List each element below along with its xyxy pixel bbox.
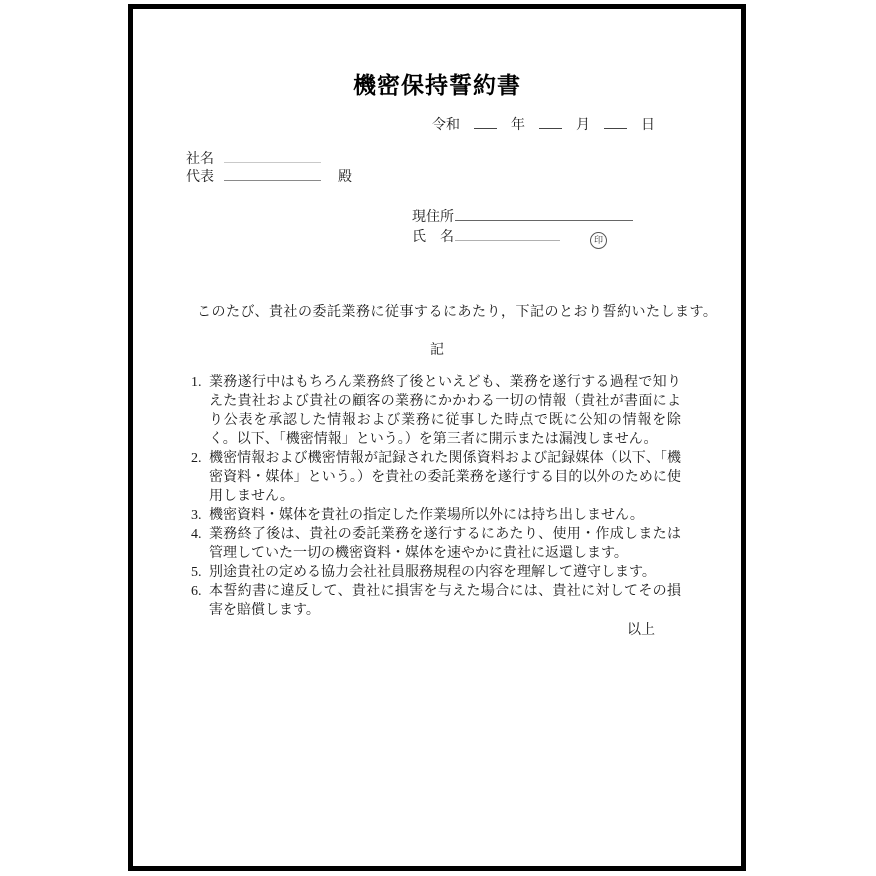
list-item-number: 3. (191, 508, 202, 523)
intro-paragraph: このたび、貴社の委託業務に従事するにあたり，下記のとおり誓約いたします。 (197, 305, 718, 320)
list-item-text: 本誓約書に違反して、貴社に損害を与えた場合には、貴社に対してその損害を賠償します。 (209, 584, 681, 618)
honorific-label: 殿 (338, 170, 352, 185)
list-item-number: 4. (191, 527, 202, 542)
closing-label: 以上 (627, 623, 655, 638)
month-blank-line (539, 128, 562, 129)
company-name-label: 社名 (186, 152, 214, 167)
pledge-list (191, 373, 681, 620)
date-line (432, 114, 655, 134)
company-name-blank-line (224, 162, 321, 163)
day-blank-line (604, 128, 627, 129)
name-row (412, 228, 633, 248)
list-item-number: 5. (191, 565, 202, 580)
list-item (191, 449, 681, 506)
list-item-text: 業務遂行中はもちろん業務終了後といえども、業務を遂行する過程で知りえた貴社および貴社の顧客の業務にかかわる一切の情報（貴社が書面により公表を承認した情報および業務に従事した時点で既に公知の情報を除く。以下、「機密情報」という。）を第三者に開示または漏洩しません。 (209, 375, 681, 447)
signer-block (412, 208, 633, 248)
representative-label: 代表 (186, 170, 214, 185)
address-label: 現住所 (412, 210, 454, 225)
list-item-text: 業務終了後は、貴社の委託業務を遂行するにあたり、使用・作成しまたは管理していた一切の機密資料・媒体を速やかに貴社に返還します。 (209, 527, 681, 561)
name-blank-line (455, 240, 560, 241)
seal-icon: 印 (590, 232, 607, 249)
day-label: 日 (641, 118, 655, 133)
list-item-text: 機密資料・媒体を貴社の指定した作業場所以外には持ち出しません。 (209, 508, 644, 523)
representative-row (186, 169, 352, 187)
list-item (191, 582, 681, 620)
list-item-number: 1. (191, 375, 202, 390)
list-heading: 記 (430, 343, 444, 358)
list-item (191, 525, 681, 563)
list-item-text: 機密情報および機密情報が記録された関係資料および記録媒体（以下、「機密資料・媒体」という。）を貴社の委託業務を遂行する目的以外のために使用しません。 (209, 451, 681, 504)
list-item (191, 563, 681, 582)
month-label: 月 (576, 118, 590, 133)
list-item (191, 373, 681, 449)
list-item (191, 506, 681, 525)
recipient-block (186, 151, 352, 187)
address-blank-line (455, 220, 633, 221)
document-page (128, 4, 746, 871)
list-item-number: 2. (191, 451, 202, 466)
document-title: 機密保持誓約書 (353, 72, 521, 98)
list-item-text: 別途貴社の定める協力会社社員服務規程の内容を理解して遵守します。 (209, 565, 656, 580)
name-label: 氏 名 (412, 230, 454, 245)
era-label: 令和 (432, 118, 460, 133)
representative-blank-line (224, 180, 321, 181)
list-item-number: 6. (191, 584, 202, 599)
year-label: 年 (511, 118, 525, 133)
company-name-row (186, 151, 352, 169)
address-row (412, 208, 633, 228)
year-blank-line (474, 128, 497, 129)
